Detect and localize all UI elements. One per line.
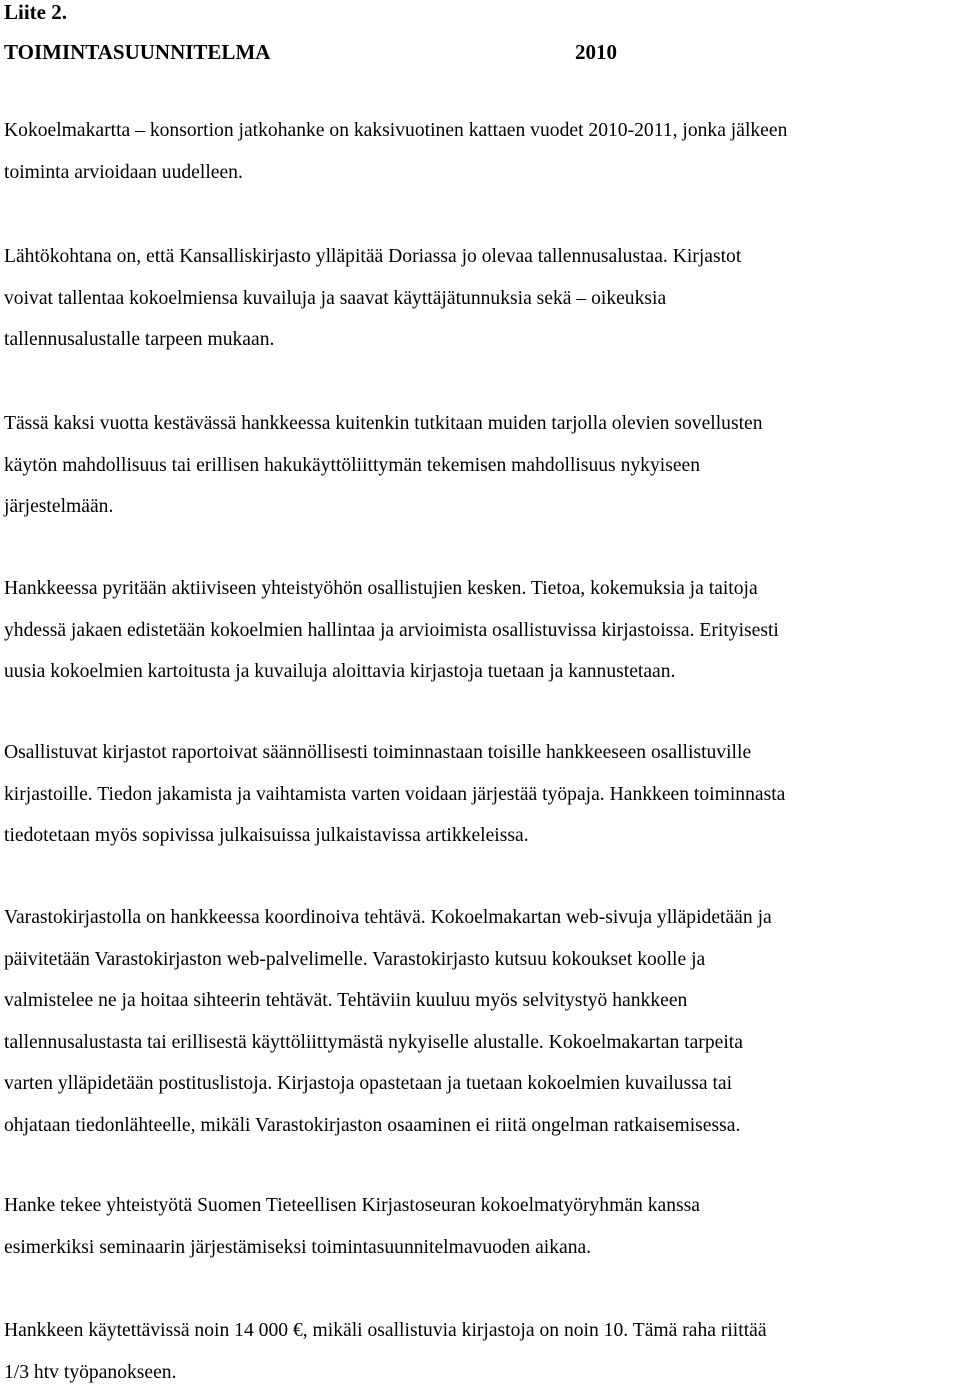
paragraph-research	[4, 403, 956, 528]
text-line: 1/3 htv työpanokseen.	[4, 1352, 956, 1393]
text-line: käytön mahdollisuus tai erillisen hakukäyttöliittymän tekemisen mahdollisuus nykyiseen	[4, 445, 956, 487]
text-line: valmistelee ne ja hoitaa sihteerin tehtävät. Tehtäviin kuuluu myös selvitystyö hankkeen	[4, 980, 956, 1022]
text-line: yhdessä jakaen edistetään kokoelmien hallintaa ja arvioimista osallistuvissa kirjastoissa. Erityisesti	[4, 610, 956, 652]
text-line: varten ylläpidetään postituslistoja. Kirjastoja opastetaan ja tuetaan kokoelmien kuvailussa tai	[4, 1063, 956, 1105]
text-line: Osallistuvat kirjastot raportoivat säännöllisesti toiminnastaan toisille hankkeeseen osallistuville	[4, 732, 956, 774]
text-line: Kokoelmakartta – konsortion jatkohanke on kaksivuotinen kattaen vuodet 2010-2011, jonka jälkeen	[4, 110, 956, 152]
text-line: toiminta arvioidaan uudelleen.	[4, 152, 956, 194]
paragraph-partnership	[4, 1185, 956, 1268]
text-line: Hankkeen käytettävissä noin 14 000 €, mikäli osallistuvia kirjastoja on noin 10. Tämä raha riittää	[4, 1310, 956, 1352]
text-line: tiedotetaan myös sopivissa julkaisuissa julkaistavissa artikkeleissa.	[4, 815, 956, 857]
text-line: tallennusalustalle tarpeen mukaan.	[4, 319, 956, 361]
paragraph-cooperation	[4, 568, 956, 693]
appendix-label: Liite 2.	[4, 0, 67, 24]
text-line: Tässä kaksi vuotta kestävässä hankkeessa kuitenkin tutkitaan muiden tarjolla olevien sovellusten	[4, 403, 956, 445]
text-line: Lähtökohtana on, että Kansalliskirjasto ylläpitää Doriassa jo olevaa tallennusalustaa. Kirjastot	[4, 236, 956, 278]
text-line: voivat tallentaa kokoelmiensa kuvailuja ja saavat käyttäjätunnuksia sekä – oikeuksia	[4, 278, 956, 320]
paragraph-budget	[4, 1310, 956, 1393]
text-line: tallennusalustasta tai erillisestä käyttöliittymästä nykyiselle alustalle. Kokoelmakartan tarpeita	[4, 1022, 956, 1064]
document-year: 2010	[575, 40, 617, 64]
text-line: Hanke tekee yhteistyötä Suomen Tieteellisen Kirjastoseuran kokoelmatyöryhmän kanssa	[4, 1185, 956, 1227]
paragraph-project-duration	[4, 110, 956, 193]
text-line: päivitetään Varastokirjaston web-palvelimelle. Varastokirjasto kutsuu kokoukset koolle ja	[4, 939, 956, 981]
text-line: Hankkeessa pyritään aktiiviseen yhteistyöhön osallistujien kesken. Tietoa, kokemuksia ja taitoja	[4, 568, 956, 610]
text-line: esimerkiksi seminaarin järjestämiseksi toimintasuunnitelmavuoden aikana.	[4, 1227, 956, 1269]
paragraph-coordination	[4, 897, 956, 1146]
text-line: järjestelmään.	[4, 486, 956, 528]
text-line: Varastokirjastolla on hankkeessa koordinoiva tehtävä. Kokoelmakartan web-sivuja ylläpidetään ja	[4, 897, 956, 939]
paragraph-starting-point	[4, 236, 956, 361]
text-line: uusia kokoelmien kartoitusta ja kuvailuja aloittavia kirjastoja tuetaan ja kannustetaan.	[4, 651, 956, 693]
text-line: ohjataan tiedonlähteelle, mikäli Varastokirjaston osaaminen ei riitä ongelman ratkaisemisessa.	[4, 1105, 956, 1147]
document-title: TOIMINTASUUNNITELMA	[4, 40, 270, 64]
paragraph-reporting	[4, 732, 956, 857]
text-line: kirjastoille. Tiedon jakamista ja vaihtamista varten voidaan järjestää työpaja. Hankkeen toiminnasta	[4, 774, 956, 816]
